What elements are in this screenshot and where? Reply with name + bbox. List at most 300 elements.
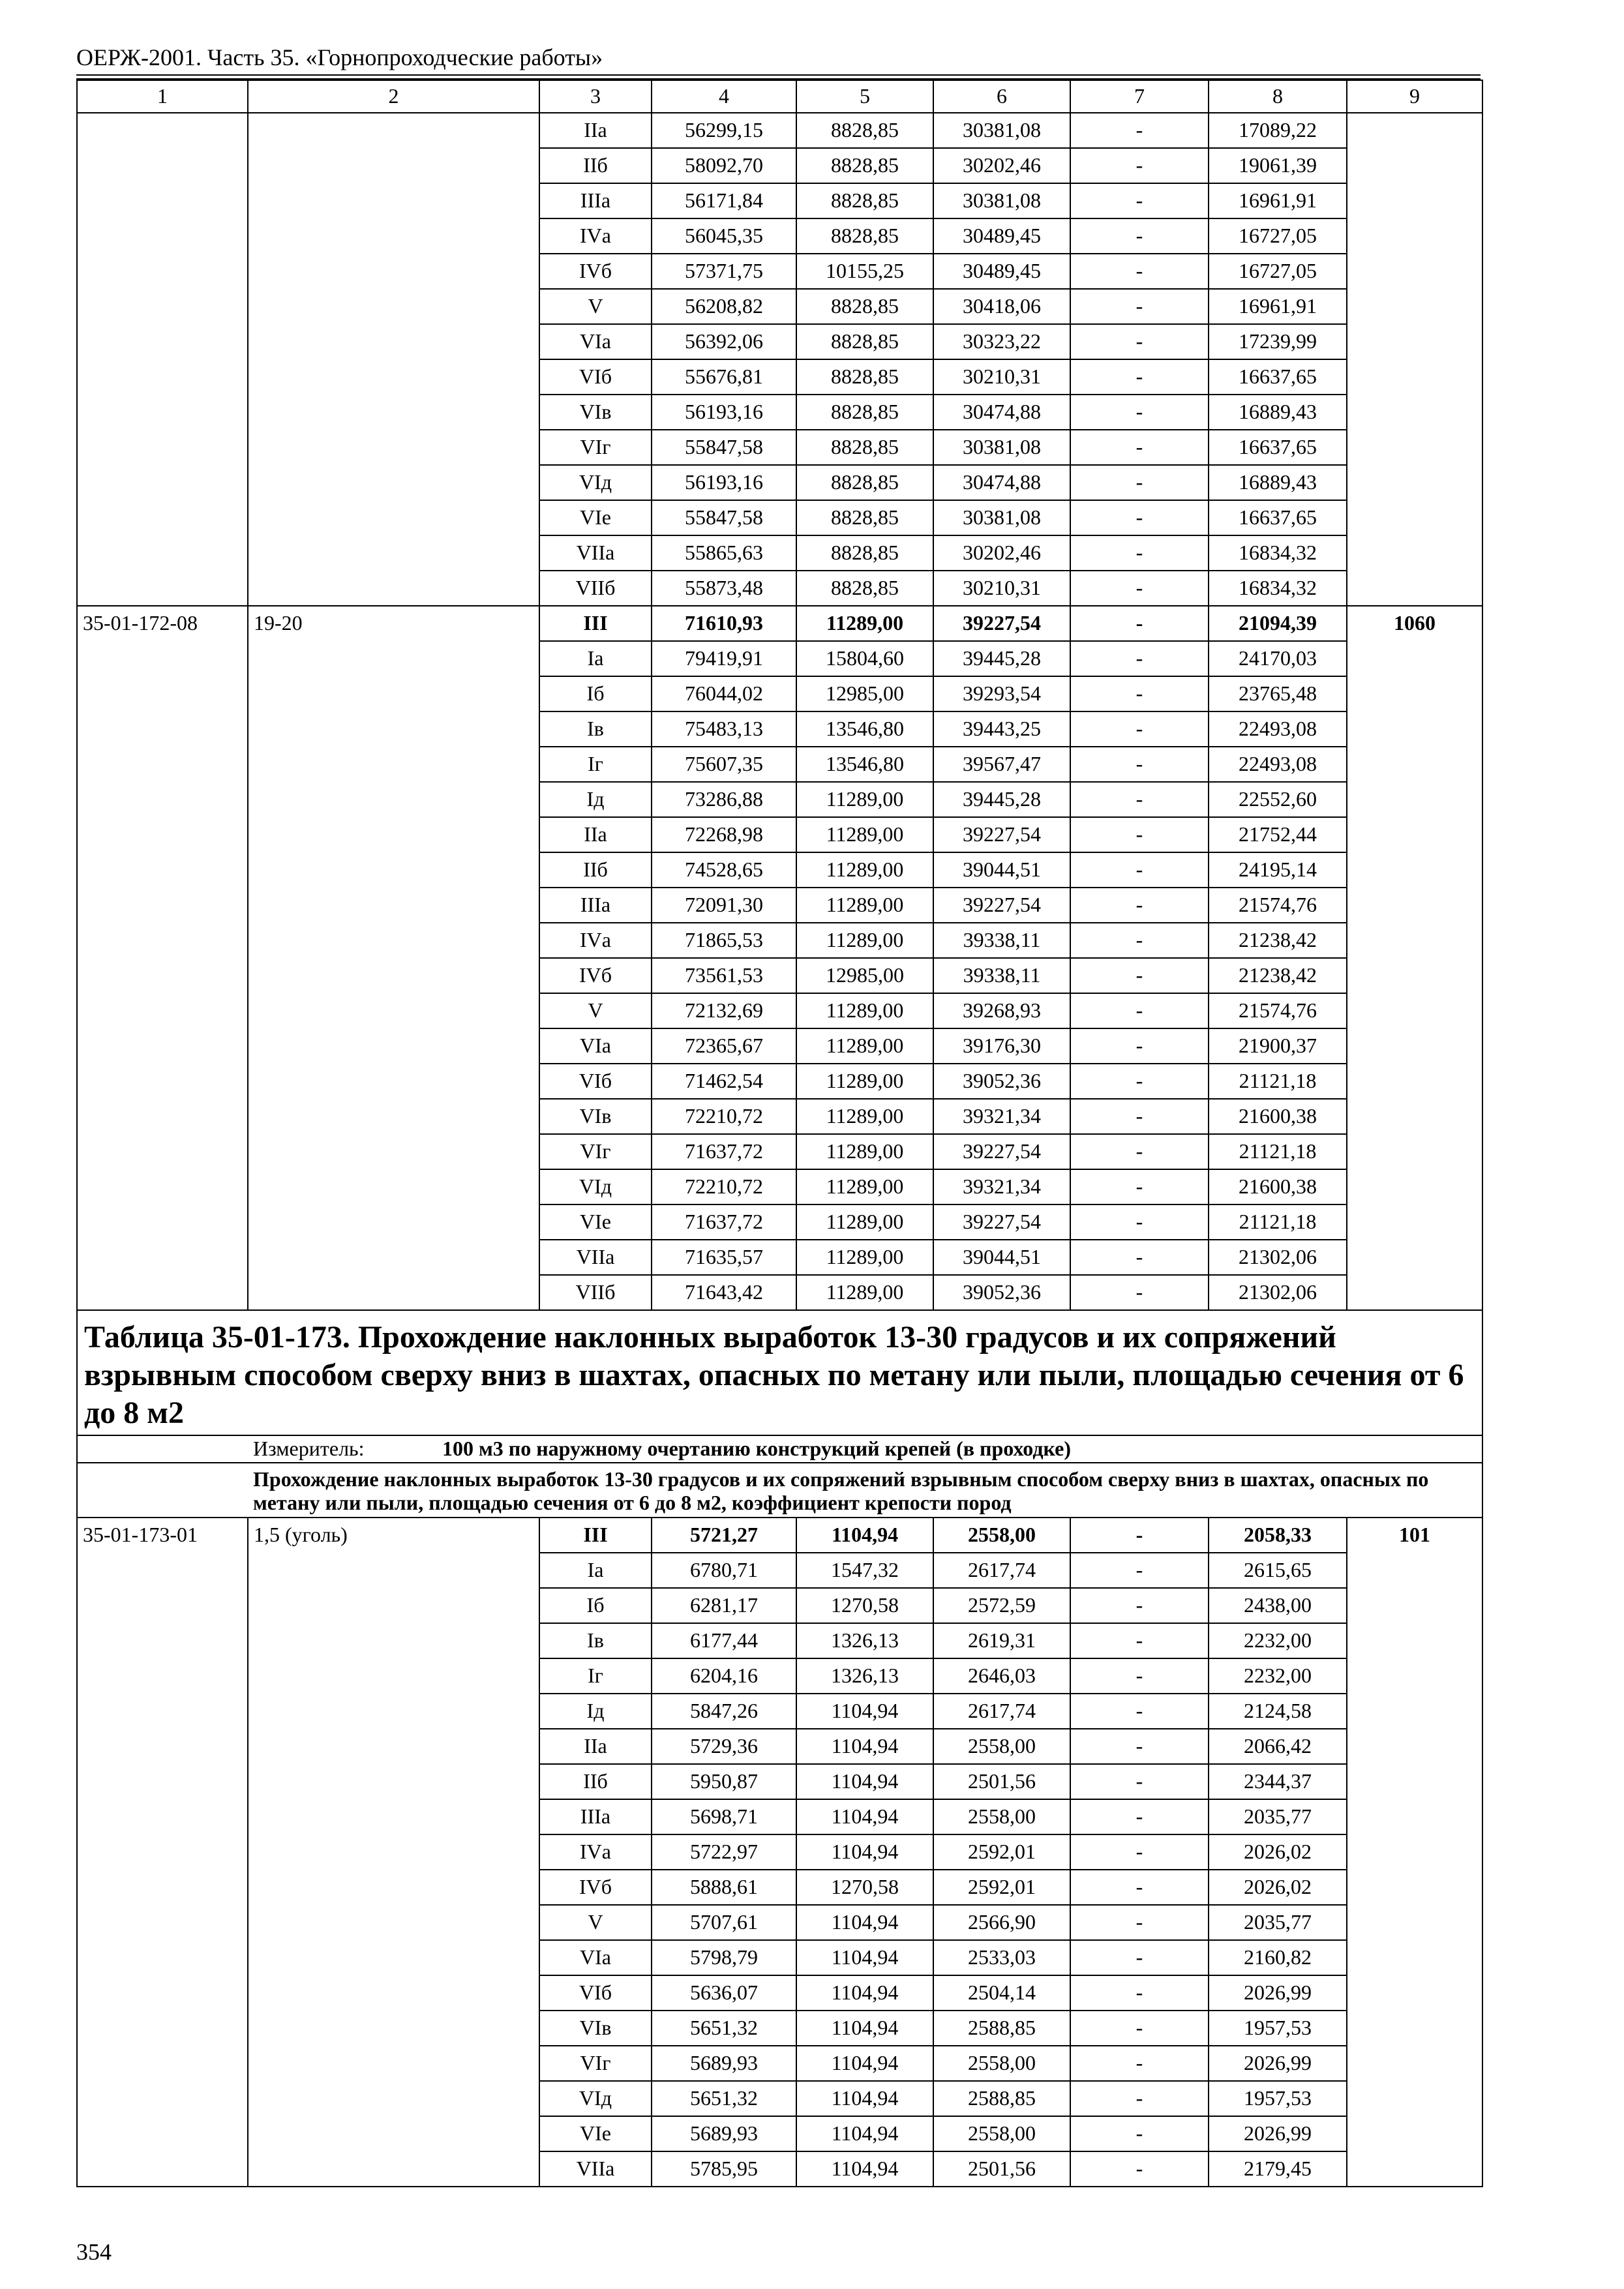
variant-cell: VIе	[539, 1204, 652, 1240]
total-cost-cell: 74528,65	[652, 852, 796, 888]
parameter-cell	[248, 1975, 539, 2011]
quantity-cell	[1347, 148, 1482, 183]
machine-cost-cell: 2646,03	[933, 1658, 1070, 1694]
parameter-cell: 1,5 (уголь)	[248, 1518, 539, 1553]
variant-cell: Iг	[539, 1658, 652, 1694]
variant-cell: IVа	[539, 218, 652, 254]
variant-cell: VIе	[539, 2116, 652, 2151]
machine-cost-cell: 2504,14	[933, 1975, 1070, 2011]
total-cost-cell: 5798,79	[652, 1940, 796, 1975]
total-cost-cell: 5651,32	[652, 2011, 796, 2046]
code-cell	[77, 1764, 248, 1799]
variant-cell: IIб	[539, 148, 652, 183]
machinist-cost-cell: -	[1070, 148, 1209, 183]
variant-cell: VIа	[539, 1940, 652, 1975]
labor-cost-cell: 1104,94	[796, 1764, 933, 1799]
variant-cell: IIIа	[539, 888, 652, 923]
table-row	[77, 289, 1482, 324]
variant-cell: VIIа	[539, 2151, 652, 2187]
code-cell	[77, 500, 248, 535]
labor-cost-cell: 1104,94	[796, 1905, 933, 1940]
parameter-cell	[248, 1905, 539, 1940]
machine-cost-cell: 2592,01	[933, 1834, 1070, 1870]
material-cost-cell: 2026,99	[1209, 2116, 1347, 2151]
machine-cost-cell: 39052,36	[933, 1064, 1070, 1099]
total-cost-cell: 56193,16	[652, 395, 796, 430]
machine-cost-cell: 30474,88	[933, 395, 1070, 430]
material-cost-cell: 2232,00	[1209, 1623, 1347, 1658]
total-cost-cell: 6281,17	[652, 1588, 796, 1623]
machinist-cost-cell: -	[1070, 958, 1209, 993]
labor-cost-cell: 1104,94	[796, 1834, 933, 1870]
material-cost-cell: 16961,91	[1209, 289, 1347, 324]
machinist-cost-cell: -	[1070, 1275, 1209, 1310]
code-cell	[77, 430, 248, 465]
parameter-cell	[248, 2116, 539, 2151]
quantity-cell	[1347, 571, 1482, 606]
machine-cost-cell: 2558,00	[933, 2046, 1070, 2081]
labor-cost-cell: 1547,32	[796, 1553, 933, 1588]
code-cell	[77, 113, 248, 148]
variant-cell: VIб	[539, 1975, 652, 2011]
parameter-cell	[248, 2011, 539, 2046]
machinist-cost-cell: -	[1070, 1658, 1209, 1694]
total-cost-cell: 71865,53	[652, 923, 796, 958]
code-cell	[77, 1169, 248, 1204]
machine-cost-cell: 30381,08	[933, 500, 1070, 535]
machinist-cost-cell: -	[1070, 711, 1209, 747]
quantity-cell	[1347, 1588, 1482, 1623]
column-header: 6	[933, 80, 1070, 113]
table-row	[77, 1729, 1482, 1764]
code-cell	[77, 2116, 248, 2151]
machine-cost-cell: 30202,46	[933, 535, 1070, 571]
quantity-cell	[1347, 289, 1482, 324]
total-cost-cell: 55865,63	[652, 535, 796, 571]
labor-cost-cell: 8828,85	[796, 395, 933, 430]
parameter-cell	[248, 254, 539, 289]
table-row	[77, 430, 1482, 465]
variant-cell: VIв	[539, 1099, 652, 1134]
parameter-cell	[248, 324, 539, 359]
table-row	[77, 1204, 1482, 1240]
labor-cost-cell: 1270,58	[796, 1588, 933, 1623]
parameter-cell	[248, 993, 539, 1028]
quantity-cell	[1347, 1623, 1482, 1658]
machine-cost-cell: 39227,54	[933, 1204, 1070, 1240]
variant-cell: VIб	[539, 1064, 652, 1099]
labor-cost-cell: 8828,85	[796, 183, 933, 218]
code-cell	[77, 1623, 248, 1658]
machinist-cost-cell: -	[1070, 2046, 1209, 2081]
labor-cost-cell: 1326,13	[796, 1623, 933, 1658]
machine-cost-cell: 30210,31	[933, 359, 1070, 395]
code-cell	[77, 395, 248, 430]
material-cost-cell: 2232,00	[1209, 1658, 1347, 1694]
code-cell	[77, 958, 248, 993]
machinist-cost-cell: -	[1070, 1870, 1209, 1905]
machinist-cost-cell: -	[1070, 1028, 1209, 1064]
quantity-cell	[1347, 535, 1482, 571]
variant-cell: IVб	[539, 1870, 652, 1905]
machinist-cost-cell: -	[1070, 1764, 1209, 1799]
labor-cost-cell: 8828,85	[796, 113, 933, 148]
machine-cost-cell: 2588,85	[933, 2081, 1070, 2116]
machinist-cost-cell: -	[1070, 535, 1209, 571]
quantity-cell	[1347, 1729, 1482, 1764]
column-header: 7	[1070, 80, 1209, 113]
variant-cell: IIб	[539, 1764, 652, 1799]
table-row	[77, 923, 1482, 958]
table-row	[77, 395, 1482, 430]
code-cell	[77, 1905, 248, 1940]
parameter-cell	[248, 1623, 539, 1658]
table-row	[77, 2011, 1482, 2046]
quantity-cell	[1347, 1064, 1482, 1099]
code-cell	[77, 1099, 248, 1134]
code-cell	[77, 2081, 248, 2116]
machinist-cost-cell: -	[1070, 254, 1209, 289]
table-row	[77, 817, 1482, 852]
description-spacer	[77, 1463, 248, 1518]
table-row	[77, 1694, 1482, 1729]
total-cost-cell: 5729,36	[652, 1729, 796, 1764]
labor-cost-cell: 11289,00	[796, 1240, 933, 1275]
labor-cost-cell: 11289,00	[796, 1064, 933, 1099]
code-cell	[77, 535, 248, 571]
code-cell	[77, 1658, 248, 1694]
machinist-cost-cell: -	[1070, 1553, 1209, 1588]
total-cost-cell: 56299,15	[652, 113, 796, 148]
total-cost-cell: 5636,07	[652, 1975, 796, 2011]
parameter-cell	[248, 1028, 539, 1064]
table-row	[77, 324, 1482, 359]
variant-cell: IVа	[539, 1834, 652, 1870]
column-header: 4	[652, 80, 796, 113]
material-cost-cell: 16637,65	[1209, 500, 1347, 535]
machinist-cost-cell: -	[1070, 641, 1209, 676]
machinist-cost-cell: -	[1070, 852, 1209, 888]
labor-cost-cell: 11289,00	[796, 888, 933, 923]
labor-cost-cell: 13546,80	[796, 747, 933, 782]
quantity-cell	[1347, 817, 1482, 852]
machine-cost-cell: 39052,36	[933, 1275, 1070, 1310]
total-cost-cell: 56171,84	[652, 183, 796, 218]
total-cost-cell: 6780,71	[652, 1553, 796, 1588]
parameter-cell	[248, 430, 539, 465]
total-cost-cell: 72210,72	[652, 1099, 796, 1134]
labor-cost-cell: 1104,94	[796, 2151, 933, 2187]
table-row	[77, 1799, 1482, 1834]
quantity-cell	[1347, 1134, 1482, 1169]
machinist-cost-cell: -	[1070, 817, 1209, 852]
material-cost-cell: 22493,08	[1209, 747, 1347, 782]
parameter-cell	[248, 535, 539, 571]
material-cost-cell: 2026,99	[1209, 2046, 1347, 2081]
machinist-cost-cell: -	[1070, 1204, 1209, 1240]
code-cell	[77, 465, 248, 500]
labor-cost-cell: 1104,94	[796, 1694, 933, 1729]
parameter-cell	[248, 148, 539, 183]
total-cost-cell: 5721,27	[652, 1518, 796, 1553]
parameter-cell	[248, 817, 539, 852]
table-row	[77, 254, 1482, 289]
code-cell	[77, 1240, 248, 1275]
variant-cell: V	[539, 993, 652, 1028]
machine-cost-cell: 39044,51	[933, 852, 1070, 888]
machinist-cost-cell: -	[1070, 1905, 1209, 1940]
total-cost-cell: 5689,93	[652, 2116, 796, 2151]
variant-cell: VIIа	[539, 1240, 652, 1275]
table-row	[77, 571, 1482, 606]
code-cell	[77, 1064, 248, 1099]
total-cost-cell: 71643,42	[652, 1275, 796, 1310]
code-cell	[77, 817, 248, 852]
machine-cost-cell: 30489,45	[933, 218, 1070, 254]
total-cost-cell: 71462,54	[652, 1064, 796, 1099]
table-row	[77, 1028, 1482, 1064]
variant-cell: VIг	[539, 1134, 652, 1169]
parameter-cell: 19-20	[248, 606, 539, 641]
variant-cell: Iа	[539, 1553, 652, 1588]
machine-cost-cell: 2592,01	[933, 1870, 1070, 1905]
material-cost-cell: 16961,91	[1209, 183, 1347, 218]
parameter-cell	[248, 1799, 539, 1834]
total-cost-cell: 72210,72	[652, 1169, 796, 1204]
code-cell	[77, 1204, 248, 1240]
labor-cost-cell: 1104,94	[796, 2046, 933, 2081]
table-row	[77, 113, 1482, 148]
material-cost-cell: 21094,39	[1209, 606, 1347, 641]
total-cost-cell: 71637,72	[652, 1134, 796, 1169]
machinist-cost-cell: -	[1070, 1064, 1209, 1099]
code-cell	[77, 1940, 248, 1975]
parameter-cell	[248, 711, 539, 747]
table-row	[77, 1764, 1482, 1799]
labor-cost-cell: 8828,85	[796, 289, 933, 324]
quantity-cell	[1347, 430, 1482, 465]
total-cost-cell: 55847,58	[652, 430, 796, 465]
table-row	[77, 2046, 1482, 2081]
machine-cost-cell: 39338,11	[933, 958, 1070, 993]
total-cost-cell: 73561,53	[652, 958, 796, 993]
parameter-cell	[248, 1588, 539, 1623]
measure-label: Измеритель:	[253, 1437, 365, 1460]
variant-cell: VIв	[539, 2011, 652, 2046]
machine-cost-cell: 39293,54	[933, 676, 1070, 711]
total-cost-cell: 56392,06	[652, 324, 796, 359]
variant-cell: VIг	[539, 2046, 652, 2081]
quantity-cell	[1347, 1204, 1482, 1240]
quantity-cell	[1347, 711, 1482, 747]
code-cell	[77, 711, 248, 747]
material-cost-cell: 2066,42	[1209, 1729, 1347, 1764]
machine-cost-cell: 2558,00	[933, 1799, 1070, 1834]
total-cost-cell: 5707,61	[652, 1905, 796, 1940]
parameter-cell	[248, 1064, 539, 1099]
table-row	[77, 1518, 1482, 1553]
variant-cell: VIа	[539, 1028, 652, 1064]
code-cell	[77, 641, 248, 676]
table-row	[77, 993, 1482, 1028]
machine-cost-cell: 2558,00	[933, 1518, 1070, 1553]
labor-cost-cell: 8828,85	[796, 359, 933, 395]
machinist-cost-cell: -	[1070, 747, 1209, 782]
parameter-cell	[248, 113, 539, 148]
quantity-cell	[1347, 852, 1482, 888]
material-cost-cell: 21121,18	[1209, 1204, 1347, 1240]
material-cost-cell: 2035,77	[1209, 1905, 1347, 1940]
table-row	[77, 1275, 1482, 1310]
labor-cost-cell: 1104,94	[796, 2011, 933, 2046]
labor-cost-cell: 8828,85	[796, 571, 933, 606]
labor-cost-cell: 11289,00	[796, 1204, 933, 1240]
parameter-cell	[248, 1099, 539, 1134]
machine-cost-cell: 2617,74	[933, 1553, 1070, 1588]
machine-cost-cell: 2558,00	[933, 1729, 1070, 1764]
variant-cell: III	[539, 606, 652, 641]
machinist-cost-cell: -	[1070, 1240, 1209, 1275]
parameter-cell	[248, 218, 539, 254]
machine-cost-cell: 2588,85	[933, 2011, 1070, 2046]
material-cost-cell: 2026,99	[1209, 1975, 1347, 2011]
machine-cost-cell: 2566,90	[933, 1905, 1070, 1940]
table-row	[77, 1134, 1482, 1169]
machinist-cost-cell: -	[1070, 359, 1209, 395]
quantity-cell	[1347, 2116, 1482, 2151]
variant-cell: Iб	[539, 676, 652, 711]
machinist-cost-cell: -	[1070, 113, 1209, 148]
quantity-cell	[1347, 1553, 1482, 1588]
table-row	[77, 888, 1482, 923]
parameter-cell	[248, 852, 539, 888]
variant-cell: IVа	[539, 923, 652, 958]
quantity-cell	[1347, 923, 1482, 958]
total-cost-cell: 58092,70	[652, 148, 796, 183]
variant-cell: Iв	[539, 1623, 652, 1658]
table-row	[77, 782, 1482, 817]
labor-cost-cell: 15804,60	[796, 641, 933, 676]
parameter-cell	[248, 1729, 539, 1764]
code-cell	[77, 148, 248, 183]
total-cost-cell: 6177,44	[652, 1623, 796, 1658]
quantity-cell	[1347, 1028, 1482, 1064]
labor-cost-cell: 11289,00	[796, 1028, 933, 1064]
machine-cost-cell: 30381,08	[933, 113, 1070, 148]
table-row	[77, 1169, 1482, 1204]
total-cost-cell: 71637,72	[652, 1204, 796, 1240]
total-cost-cell: 5888,61	[652, 1870, 796, 1905]
material-cost-cell: 24195,14	[1209, 852, 1347, 888]
total-cost-cell: 72365,67	[652, 1028, 796, 1064]
variant-cell: VIд	[539, 1169, 652, 1204]
measure-value: 100 м3 по наружному очертанию конструкций крепей (в проходке)	[442, 1437, 1072, 1460]
material-cost-cell: 2344,37	[1209, 1764, 1347, 1799]
quantity-cell	[1347, 254, 1482, 289]
variant-cell: IIа	[539, 817, 652, 852]
parameter-cell	[248, 1694, 539, 1729]
quantity-cell	[1347, 324, 1482, 359]
code-cell	[77, 254, 248, 289]
total-cost-cell: 76044,02	[652, 676, 796, 711]
machine-cost-cell: 39321,34	[933, 1099, 1070, 1134]
table-row	[77, 1658, 1482, 1694]
labor-cost-cell: 8828,85	[796, 218, 933, 254]
parameter-cell	[248, 2081, 539, 2116]
parameter-cell	[248, 1169, 539, 1204]
material-cost-cell: 21121,18	[1209, 1134, 1347, 1169]
quantity-cell	[1347, 641, 1482, 676]
quantity-cell	[1347, 676, 1482, 711]
material-cost-cell: 1957,53	[1209, 2081, 1347, 2116]
labor-cost-cell: 11289,00	[796, 782, 933, 817]
parameter-cell	[248, 1658, 539, 1694]
material-cost-cell: 21600,38	[1209, 1169, 1347, 1204]
variant-cell: Iб	[539, 1588, 652, 1623]
material-cost-cell: 19061,39	[1209, 148, 1347, 183]
code-cell	[77, 747, 248, 782]
machinist-cost-cell: -	[1070, 2011, 1209, 2046]
variant-cell: Iг	[539, 747, 652, 782]
machine-cost-cell: 30202,46	[933, 148, 1070, 183]
machine-cost-cell: 2619,31	[933, 1623, 1070, 1658]
table-row	[77, 676, 1482, 711]
total-cost-cell: 5689,93	[652, 2046, 796, 2081]
machine-cost-cell: 2617,74	[933, 1694, 1070, 1729]
machine-cost-cell: 39227,54	[933, 888, 1070, 923]
code-cell	[77, 2151, 248, 2187]
parameter-cell	[248, 747, 539, 782]
material-cost-cell: 17239,99	[1209, 324, 1347, 359]
column-header: 5	[796, 80, 933, 113]
machine-cost-cell: 30418,06	[933, 289, 1070, 324]
variant-cell: Iд	[539, 1694, 652, 1729]
variant-cell: VIIб	[539, 571, 652, 606]
parameter-cell	[248, 1834, 539, 1870]
parameter-cell	[248, 676, 539, 711]
variant-cell: IIа	[539, 1729, 652, 1764]
parameter-cell	[248, 289, 539, 324]
material-cost-cell: 2615,65	[1209, 1553, 1347, 1588]
quantity-cell	[1347, 782, 1482, 817]
table-row	[77, 500, 1482, 535]
variant-cell: IVб	[539, 958, 652, 993]
machinist-cost-cell: -	[1070, 500, 1209, 535]
table-row	[77, 1588, 1482, 1623]
machine-cost-cell: 39445,28	[933, 782, 1070, 817]
labor-cost-cell: 11289,00	[796, 852, 933, 888]
machinist-cost-cell: -	[1070, 1694, 1209, 1729]
total-cost-cell: 72132,69	[652, 993, 796, 1028]
code-cell	[77, 1134, 248, 1169]
labor-cost-cell: 1104,94	[796, 1799, 933, 1834]
table-row	[77, 2116, 1482, 2151]
code-cell	[77, 1275, 248, 1310]
total-cost-cell: 57371,75	[652, 254, 796, 289]
table-row	[77, 711, 1482, 747]
table-row	[77, 1834, 1482, 1870]
labor-cost-cell: 11289,00	[796, 993, 933, 1028]
machinist-cost-cell: -	[1070, 993, 1209, 1028]
quantity-cell	[1347, 1799, 1482, 1834]
material-cost-cell: 21238,42	[1209, 958, 1347, 993]
quantity-cell	[1347, 1905, 1482, 1940]
material-cost-cell: 21752,44	[1209, 817, 1347, 852]
total-cost-cell: 71610,93	[652, 606, 796, 641]
variant-cell: IIIа	[539, 1799, 652, 1834]
table-row	[77, 465, 1482, 500]
machinist-cost-cell: -	[1070, 289, 1209, 324]
